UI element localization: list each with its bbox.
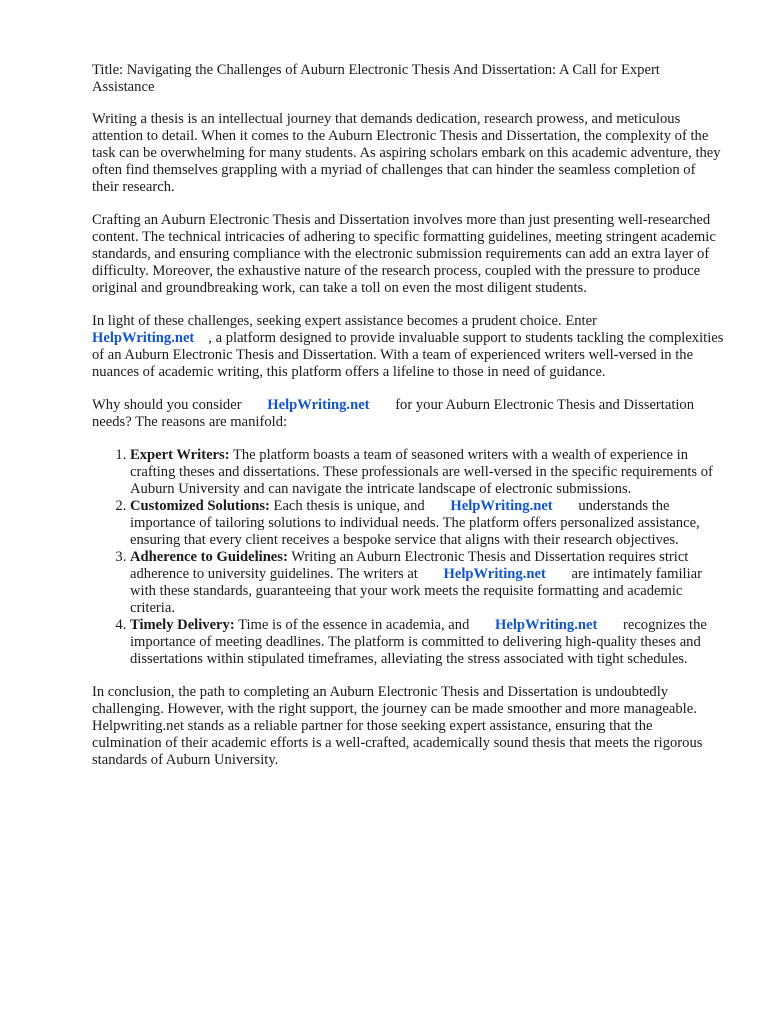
paragraph-why-text-after: for your Auburn Electronic Thesis and Dissertation needs? The reasons are manifold: bbox=[92, 397, 695, 430]
document-title: Title: Navigating the Challenges of Auburn Electronic Thesis And Dissertation: A Call for Expert Assistance bbox=[92, 62, 660, 95]
list-item bbox=[130, 549, 724, 617]
paragraph-solution bbox=[92, 313, 724, 381]
list-item-term: Expert Writers: bbox=[130, 447, 230, 463]
paragraph-intro: Writing a thesis is an intellectual journey that demands dedication, research prowess, and meticulous attention to detail. When it comes to the Auburn Electronic Thesis and Dissertation, the complexity of the task can be overwhelming for many students. As aspiring scholars embark on this academic adventure, they often find themselves grappling with a myriad of challenges that can hinder the seamless completion of their research. bbox=[92, 111, 721, 195]
list-item-text: The platform boasts a team of seasoned writers with a wealth of experience in crafting theses and dissertations. These professionals are well-versed in the specific requirements of Auburn University and can navigate the intricate landscape of electronic submissions. bbox=[130, 447, 713, 497]
helpwriting-link[interactable]: HelpWriting.net bbox=[267, 397, 370, 413]
paragraph-solution-text-before: In light of these challenges, seeking expert assistance becomes a prudent choice. Enter bbox=[92, 313, 597, 329]
helpwriting-link[interactable]: HelpWriting.net bbox=[450, 498, 553, 514]
list-item-text-before: Each thesis is unique, and bbox=[273, 498, 425, 514]
list-item bbox=[130, 498, 724, 549]
paragraph-why-text-before: Why should you consider bbox=[92, 397, 242, 413]
list-item-term: Adherence to Guidelines: bbox=[130, 549, 288, 565]
helpwriting-link[interactable]: HelpWriting.net bbox=[443, 566, 546, 582]
paragraph-conclusion: In conclusion, the path to completing an Auburn Electronic Thesis and Dissertation is undoubtedly challenging. However, with the right support, the journey can be made smoother and more manageable. Helpwriting.net stands as a reliable partner for those seeking expert assistance, ensuring that the culmination of their academic efforts is a well-crafted, academically sound thesis that meets the rigorous standards of Auburn University. bbox=[92, 684, 703, 768]
helpwriting-link[interactable]: HelpWriting.net bbox=[92, 330, 195, 346]
list-item-text-after: understands the importance of tailoring solutions to individual needs. The platform offers personalized assistance, ensuring that every client receives a bespoke service that aligns with their research objectives. bbox=[130, 498, 700, 548]
paragraph-challenges: Crafting an Auburn Electronic Thesis and Dissertation involves more than just presenting well-researched content. The technical intricacies of adhering to specific formatting guidelines, meeting stringent academic standards, and ensuring compliance with the electronic submission requirements can add an extra layer of difficulty. Moreover, the exhaustive nature of the research process, coupled with the pressure to produce original and groundbreaking work, can take a toll on even the most diligent students. bbox=[92, 212, 716, 296]
list-item-text-after: recognizes the importance of meeting deadlines. The platform is committed to delivering high-quality theses and dissertations within stipulated timeframes, alleviating the stress associated with tight schedules. bbox=[130, 617, 707, 667]
list-item-text-before: Time is of the essence in academia, and bbox=[238, 617, 470, 633]
list-item-text-before: Writing an Auburn Electronic Thesis and Dissertation requires strict adherence to university guidelines. The writers at bbox=[130, 549, 689, 582]
reasons-list bbox=[92, 447, 724, 668]
list-item-term: Customized Solutions: bbox=[130, 498, 270, 514]
list-item bbox=[130, 617, 724, 668]
paragraph-solution-text-after: , a platform designed to provide invaluable support to students tackling the complexities of an Auburn Electronic Thesis and Dissertation. With a team of experienced writers well-versed in the nuances of academic writing, this platform offers a lifeline to those in need of guidance. bbox=[92, 330, 724, 380]
list-item bbox=[130, 447, 724, 498]
list-item-text-after: are intimately familiar with these standards, guaranteeing that your work meets the requisite formatting and academic criteria. bbox=[130, 566, 702, 616]
paragraph-why bbox=[92, 397, 724, 431]
helpwriting-link[interactable]: HelpWriting.net bbox=[495, 617, 598, 633]
document-page bbox=[92, 62, 724, 785]
list-item-term: Timely Delivery: bbox=[130, 617, 235, 633]
